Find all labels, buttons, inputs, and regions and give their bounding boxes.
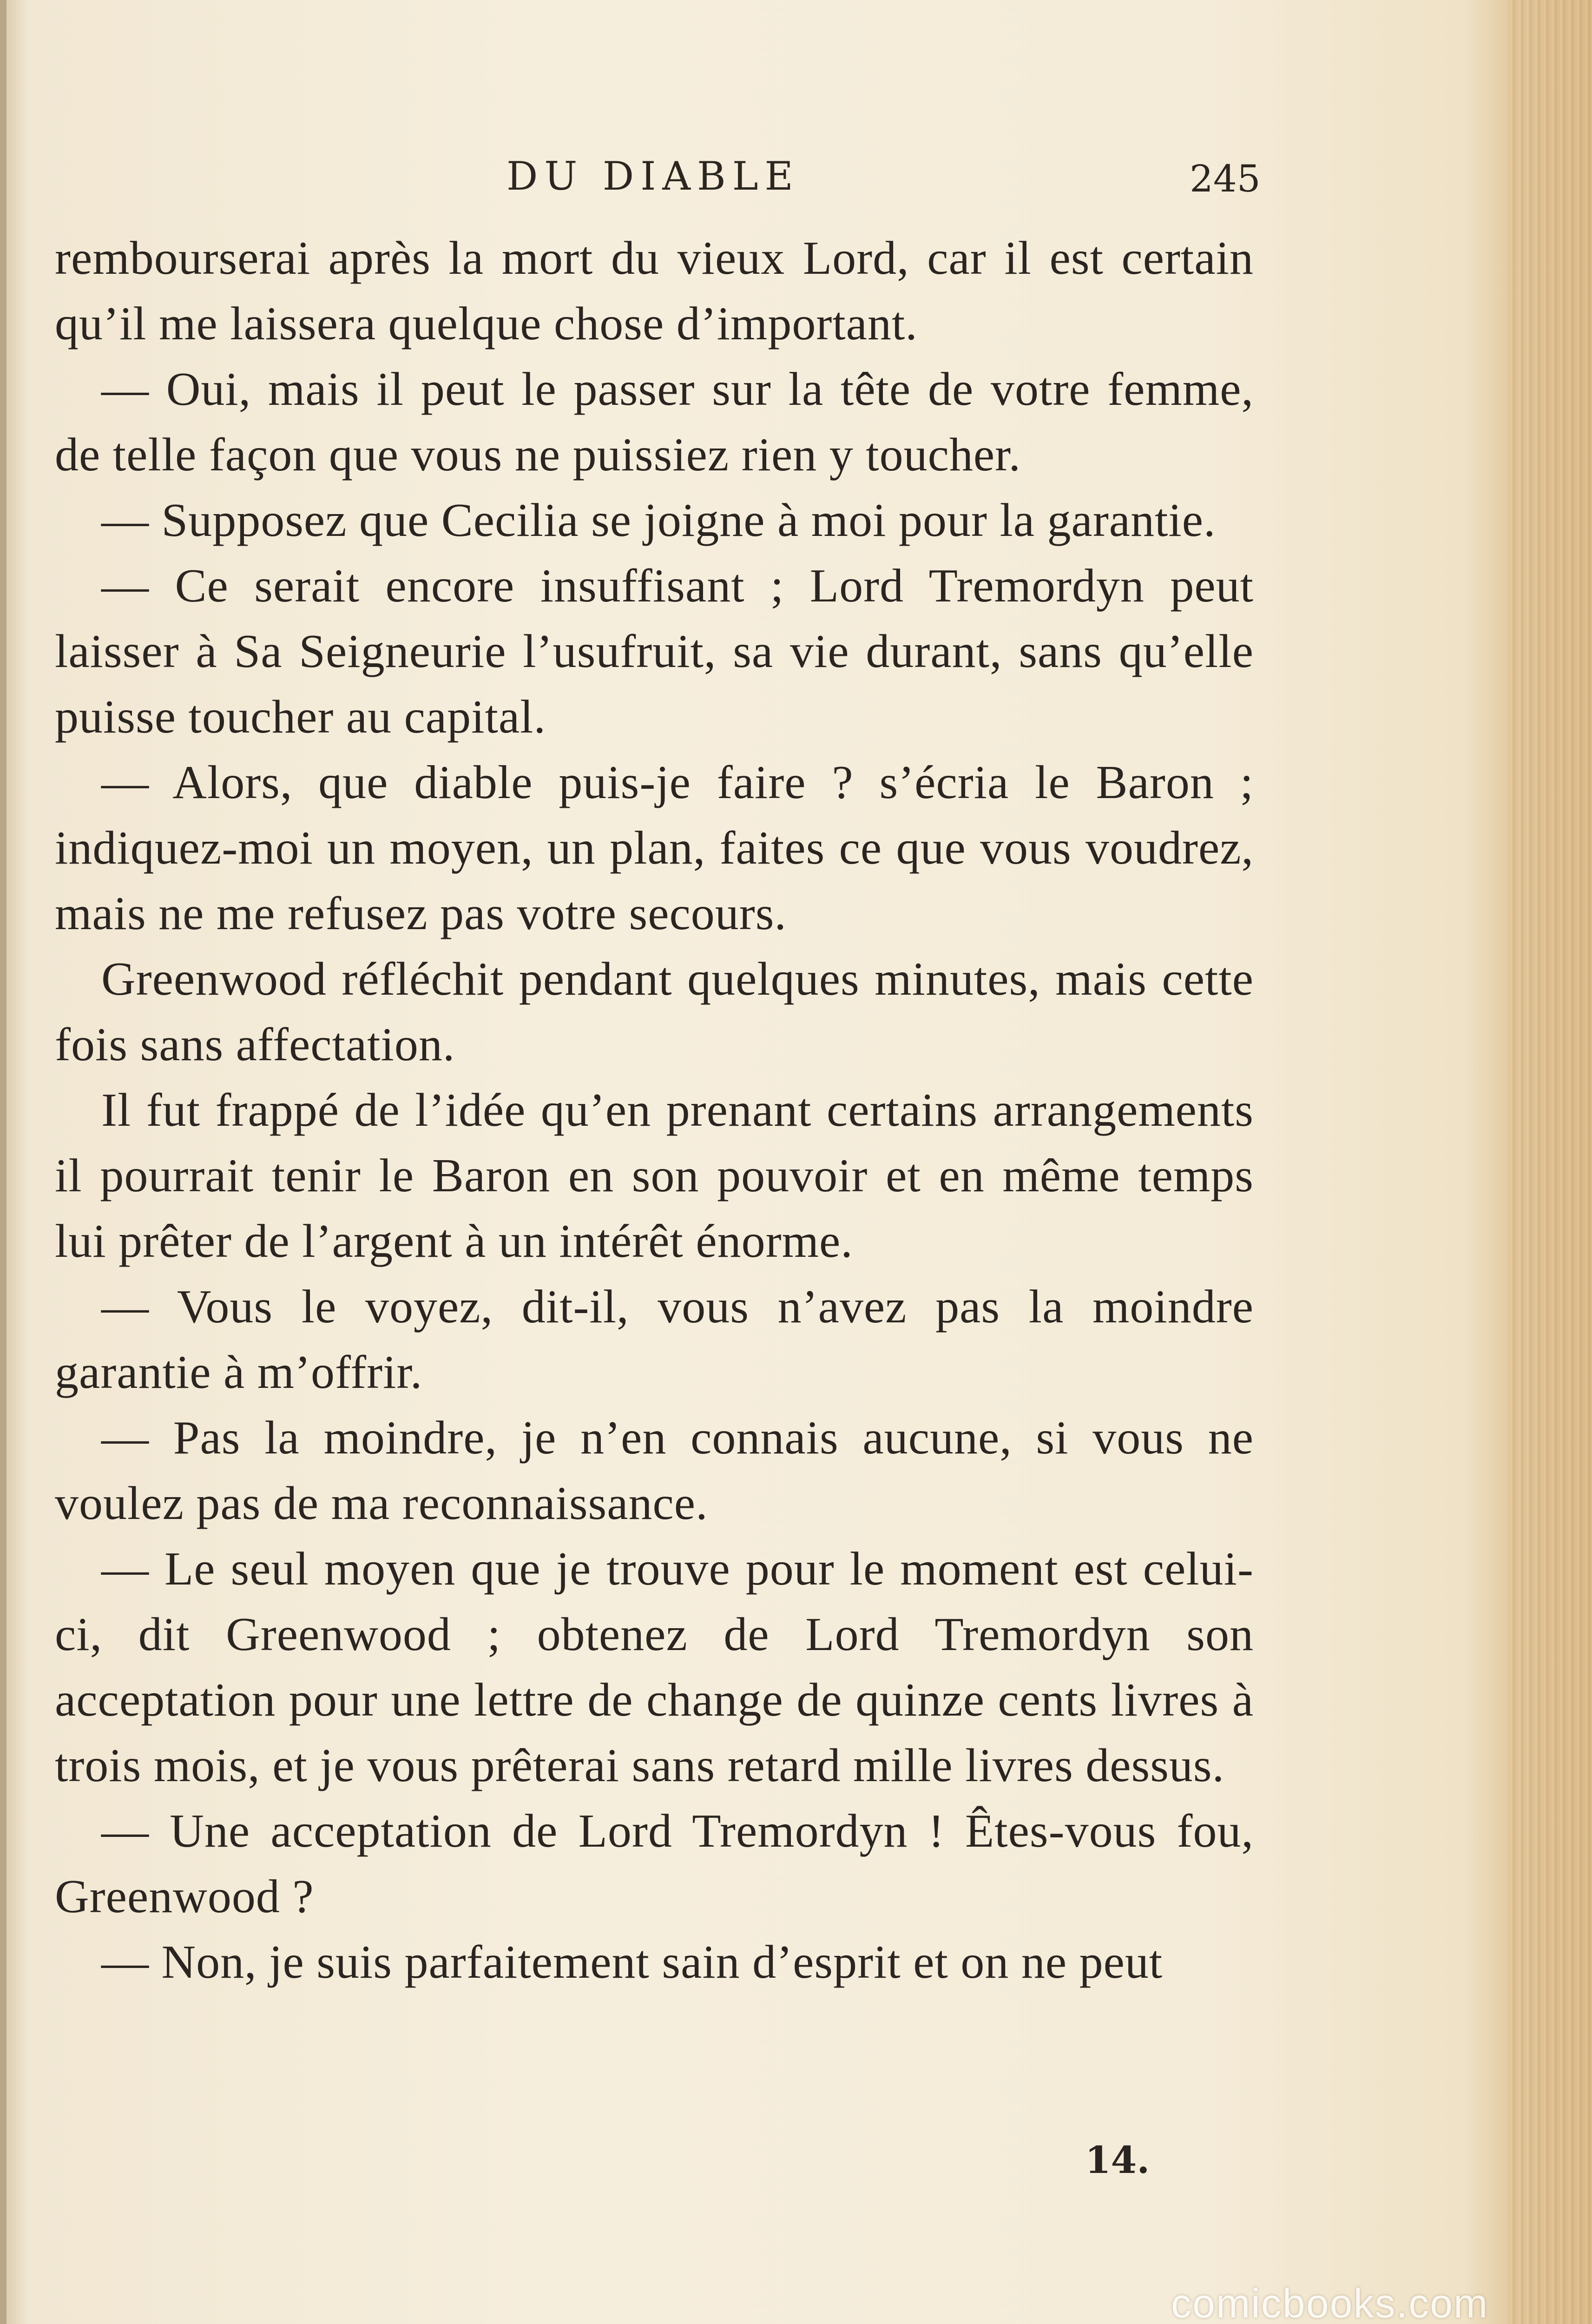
- watermark: comicbooks.com: [1171, 2280, 1489, 2324]
- page-gutter: [0, 0, 7, 2324]
- paragraph: — Supposez que Cecilia se joigne à moi pour la garantie.: [101, 494, 1216, 547]
- paragraph: — Une acceptation de Lord Tremordyn ! Êtes-vous fou, Greenwood ?: [55, 1805, 1254, 1923]
- paragraph: — Non, je suis parfaitement sain d’esprit et on ne peut: [101, 1936, 1163, 1988]
- paragraph: — Pas la moindre, je n’en connais aucune, si vous ne voulez pas de ma reconnaissance.: [55, 1412, 1254, 1530]
- paragraph: Il fut frappé de l’idée qu’en prenant certains arrangements il pourrait tenir le Baron en son pouvoir et en même temps lui prêter de l’argent à un intérêt énorme.: [55, 1084, 1254, 1268]
- paragraph: — Le seul moyen que je trouve pour le moment est celui-ci, dit Greenwood ; obtenez de Lord Tremordyn son acceptation pour une lettre de change de quinze cents livres à trois mois, et je vous prêterai sans retard mille livres dessus.: [55, 1543, 1254, 1792]
- paragraph: — Ce serait encore insuffisant ; Lord Tremordyn peut laisser à Sa Seigneurie l’usufruit, sa vie durant, sans qu’elle puisse toucher au capital.: [55, 560, 1254, 743]
- signature-mark: 14.: [1085, 2138, 1150, 2182]
- running-head: DU DIABLE: [507, 153, 800, 199]
- page-header: [0, 153, 1592, 209]
- paragraph: — Vous le voyez, dit-il, vous n’avez pas la moindre garantie à m’offrir.: [55, 1281, 1254, 1399]
- paragraph: — Oui, mais il peut le passer sur la tête de votre femme, de telle façon que vous ne puissiez rien y toucher.: [55, 363, 1254, 481]
- body-text: [55, 225, 1254, 1995]
- paragraph: rembourserai après la mort du vieux Lord, car il est certain qu’il me laissera quelque chose d’important.: [55, 232, 1254, 350]
- page-number: 245: [1190, 157, 1261, 200]
- paragraph: — Alors, que diable puis-je faire ? s’écria le Baron ; indiquez-moi un moyen, un plan, faites ce que vous voudrez, mais ne me refusez pas votre secours.: [55, 756, 1254, 940]
- paragraph: Greenwood réfléchit pendant quelques minutes, mais cette fois sans affectation.: [55, 953, 1254, 1071]
- page-fore-edge: [1508, 0, 1592, 2324]
